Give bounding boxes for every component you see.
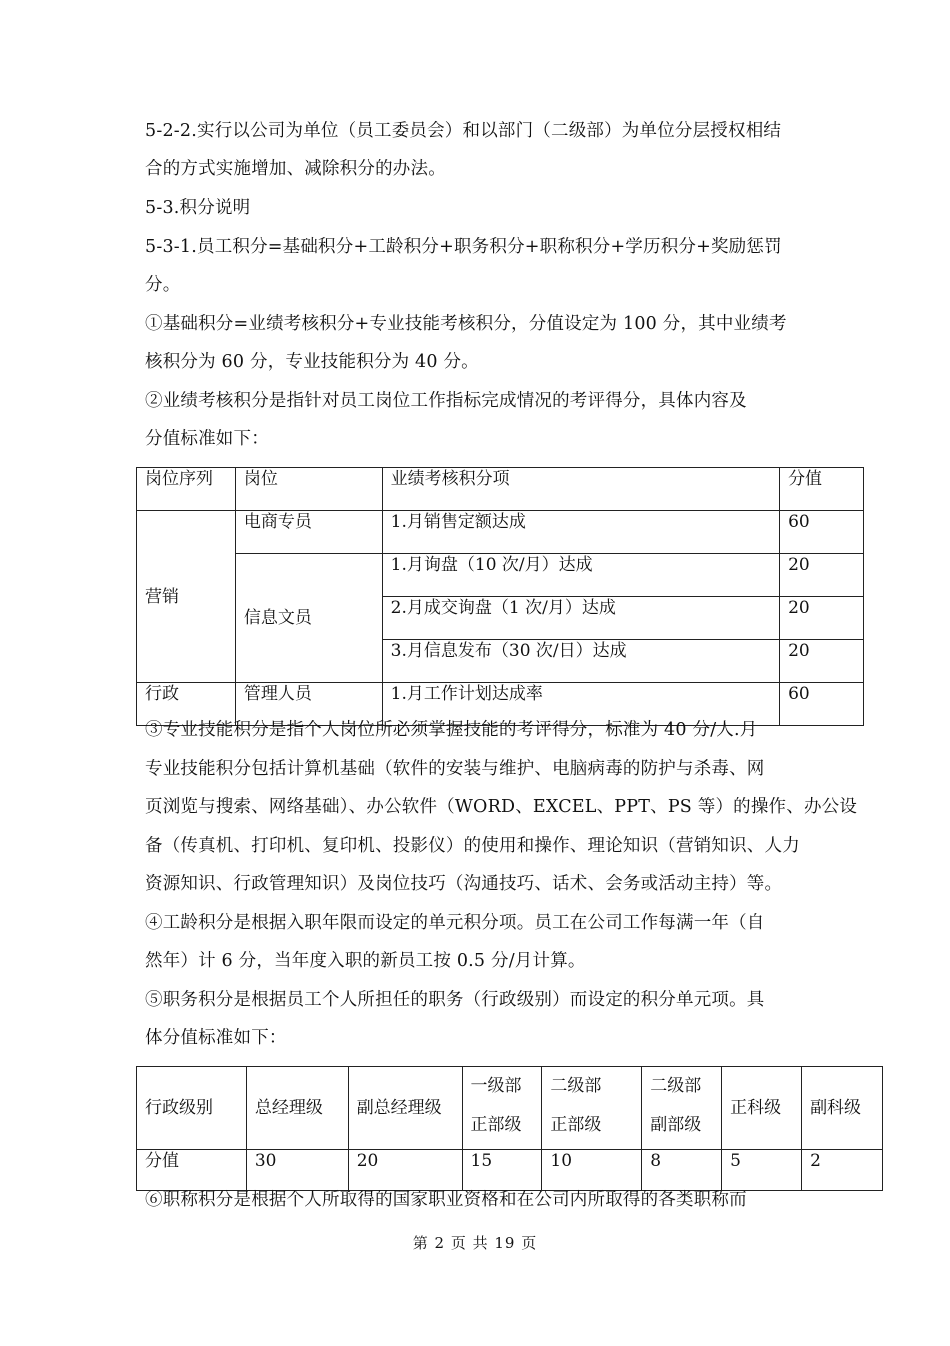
paragraph-line: 体分值标准如下： — [145, 1028, 287, 1048]
score-cell: 10 — [542, 1150, 642, 1191]
level-cell — [462, 1067, 542, 1150]
score-cell: 60 — [780, 683, 864, 726]
paragraph-line: ③专业技能积分是指个人岗位所必须掌握技能的考评得分，标准为 40 分/人.月 — [145, 720, 758, 740]
level-cell — [642, 1067, 722, 1150]
paragraph-line: ④工龄积分是根据入职年限而设定的单元积分项。员工在公司工作每满一年（自 — [145, 913, 765, 933]
table-header-row — [137, 1067, 883, 1150]
sequence-cell: 行政 — [137, 683, 236, 726]
paragraph-line: 资源知识、行政管理知识）及岗位技巧（沟通技巧、话术、会务或活动主持）等。 — [145, 874, 783, 894]
score-cell: 2 — [802, 1150, 883, 1191]
level-cell: 正科级 — [722, 1067, 802, 1150]
header-cell: 岗位序列 — [137, 468, 236, 511]
level-line-2: 正部级 — [470, 1115, 522, 1135]
level-cell: 副总经理级 — [348, 1067, 462, 1150]
section-heading: 5-3.积分说明 — [145, 198, 251, 218]
paragraph-line: 备（传真机、打印机、复印机、投影仪）的使用和操作、理论知识（营销知识、人力 — [145, 836, 800, 856]
score-cell: 20 — [348, 1150, 462, 1191]
header-cell: 业绩考核积分项 — [382, 468, 779, 511]
row-label-cell: 行政级别 — [137, 1067, 247, 1150]
level-cell: 总经理级 — [246, 1067, 348, 1150]
score-cell: 20 — [780, 640, 864, 683]
paragraph-line: 页浏览与搜索、网络基础）、办公软件（WORD、EXCEL、PPT、PS 等）的操作、办公设 — [145, 797, 858, 817]
level-line-1: 二级部 — [550, 1076, 602, 1096]
item-cell: 1.月询盘（10 次/月）达成 — [382, 554, 779, 597]
paragraph-line: ⑤职务积分是根据员工个人所担任的职务（行政级别）而设定的积分单元项。具 — [145, 990, 765, 1010]
paragraph-line: 5-3-1.员工积分=基础积分+工龄积分+职务积分+职称积分+学历积分+奖励惩罚 — [145, 237, 782, 257]
score-cell: 8 — [642, 1150, 722, 1191]
level-line-2: 正部级 — [550, 1115, 602, 1135]
table-row — [137, 554, 864, 597]
level-cell — [542, 1067, 642, 1150]
paragraph-line: ①基础积分=业绩考核积分+专业技能考核积分，分值设定为 100 分，其中业绩考 — [145, 314, 787, 334]
paragraph-line: ⑥职称积分是根据个人所取得的国家职业资格和在公司内所取得的各类职称而 — [145, 1190, 747, 1210]
score-cell: 15 — [462, 1150, 542, 1191]
item-cell: 1.月工作计划达成率 — [382, 683, 779, 726]
paragraph-line: 合的方式实施增加、减除积分的办法。 — [145, 159, 446, 179]
paragraph-line: ②业绩考核积分是指针对员工岗位工作指标完成情况的考评得分，具体内容及 — [145, 391, 747, 411]
post-cell: 管理人员 — [235, 683, 382, 726]
header-cell: 分值 — [780, 468, 864, 511]
item-cell: 1.月销售定额达成 — [382, 511, 779, 554]
header-cell: 岗位 — [235, 468, 382, 511]
table-header-row — [137, 468, 864, 511]
score-cell: 20 — [780, 554, 864, 597]
page-footer: 第 2 页 共 19 页 — [412, 1234, 538, 1252]
table-row — [137, 511, 864, 554]
paragraph-line: 5-2-2.实行以公司为单位（员工委员会）和以部门（二级部）为单位分层授权相结 — [145, 121, 782, 141]
score-cell: 20 — [780, 597, 864, 640]
item-cell: 2.月成交询盘（1 次/月）达成 — [382, 597, 779, 640]
score-cell: 60 — [780, 511, 864, 554]
post-cell: 电商专员 — [235, 511, 382, 554]
level-cell: 副科级 — [802, 1067, 883, 1150]
paragraph-line: 核积分为 60 分，专业技能积分为 40 分。 — [145, 352, 479, 372]
paragraph-line: 分值标准如下： — [145, 429, 269, 449]
paragraph-line: 然年）计 6 分，当年度入职的新员工按 0.5 分/月计算。 — [145, 951, 586, 971]
position-score-table — [136, 1066, 883, 1191]
item-cell: 3.月信息发布（30 次/日）达成 — [382, 640, 779, 683]
post-cell: 信息文员 — [235, 554, 382, 683]
performance-score-table — [136, 467, 864, 726]
row-label-cell: 分值 — [137, 1150, 247, 1191]
sequence-cell: 营销 — [137, 511, 236, 683]
level-line-1: 一级部 — [470, 1076, 522, 1096]
score-cell: 5 — [722, 1150, 802, 1191]
level-line-2: 副部级 — [650, 1115, 702, 1135]
score-cell: 30 — [246, 1150, 348, 1191]
paragraph-line: 分。 — [145, 275, 181, 295]
level-line-1: 二级部 — [650, 1076, 702, 1096]
paragraph-line: 专业技能积分包括计算机基础（软件的安装与维护、电脑病毒的防护与杀毒、网 — [145, 759, 765, 779]
